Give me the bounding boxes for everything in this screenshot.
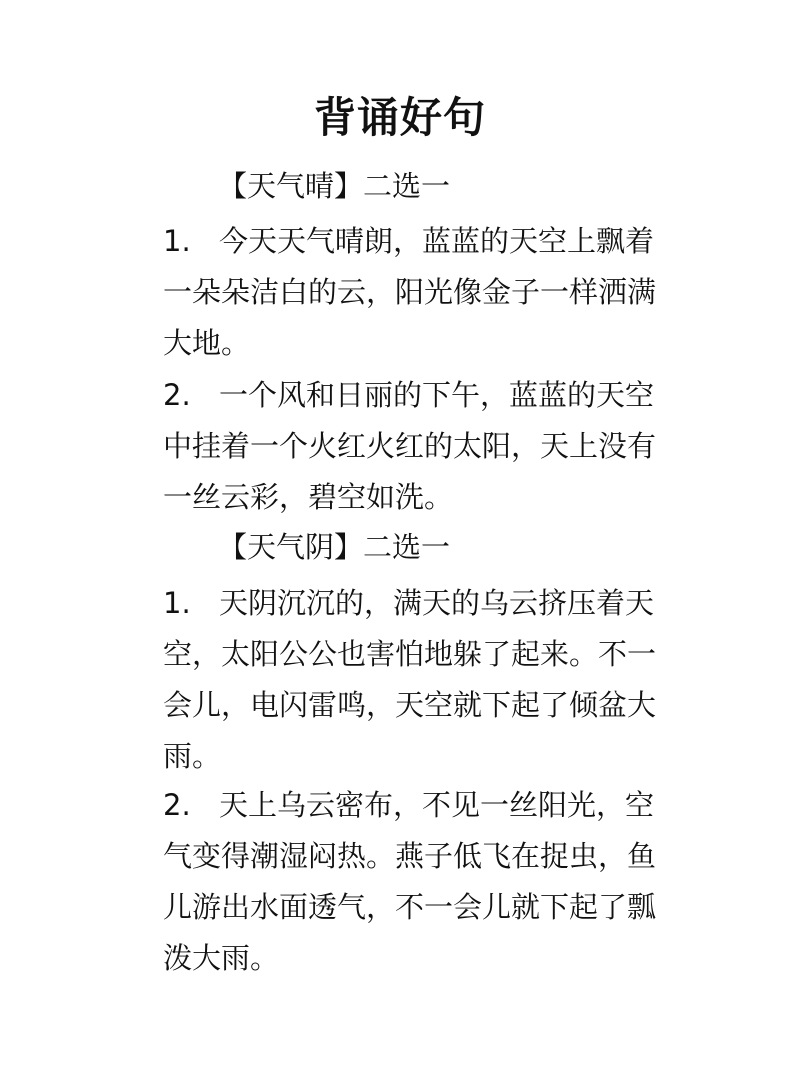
sunny-sentence-2	[163, 370, 657, 523]
cloudy-sentence-1-line-4: 雨。	[163, 739, 222, 773]
cloudy-sentence-1	[163, 578, 657, 782]
cloudy-sentence-1-line-2: 空，太阳公公也害怕地躲了起来。不一	[163, 637, 657, 671]
cloudy-sentence-2	[163, 780, 657, 984]
cloudy-sentence-2-line-3: 儿游出水面透气，不一会儿就下起了瓢	[163, 890, 657, 924]
cloudy-sentence-2-line-1: 2. 天上乌云密布，不见一丝阳光，空	[163, 780, 653, 831]
cloudy-sentence-1-line-3: 会儿，电闪雷鸣，天空就下起了倾盆大	[163, 688, 657, 722]
section-heading-cloudy: 【天气阴】二选一	[218, 530, 451, 564]
sentence-number: 2.	[163, 788, 191, 822]
sentence-number: 2.	[163, 378, 191, 412]
sunny-sentence-2-line-3: 一丝云彩，碧空如洗。	[163, 480, 454, 514]
sunny-sentence-2-line-2: 中挂着一个火红火红的太阳，天上没有	[163, 429, 657, 463]
sunny-sentence-2-line-1: 2. 一个风和日丽的下午，蓝蓝的天空	[163, 370, 653, 421]
sunny-sentence-1	[163, 216, 657, 369]
sunny-sentence-1-line-2: 一朵朵洁白的云，阳光像金子一样洒满	[163, 275, 657, 309]
section-heading-sunny: 【天气晴】二选一	[218, 169, 451, 203]
sunny-sentence-1-line-1: 1. 今天天气晴朗，蓝蓝的天空上飘着	[163, 216, 653, 267]
sunny-sentence-1-line-3: 大地。	[163, 326, 251, 360]
page-title: 背诵好句	[313, 93, 486, 142]
cloudy-sentence-2-line-2: 气变得潮湿闷热。燕子低飞在捉虫，鱼	[163, 839, 657, 873]
cloudy-sentence-2-line-4: 泼大雨。	[163, 941, 280, 975]
sentence-number: 1.	[163, 224, 191, 258]
cloudy-sentence-1-line-1: 1. 天阴沉沉的，满天的乌云挤压着天	[163, 578, 653, 629]
sentence-number: 1.	[163, 586, 191, 620]
